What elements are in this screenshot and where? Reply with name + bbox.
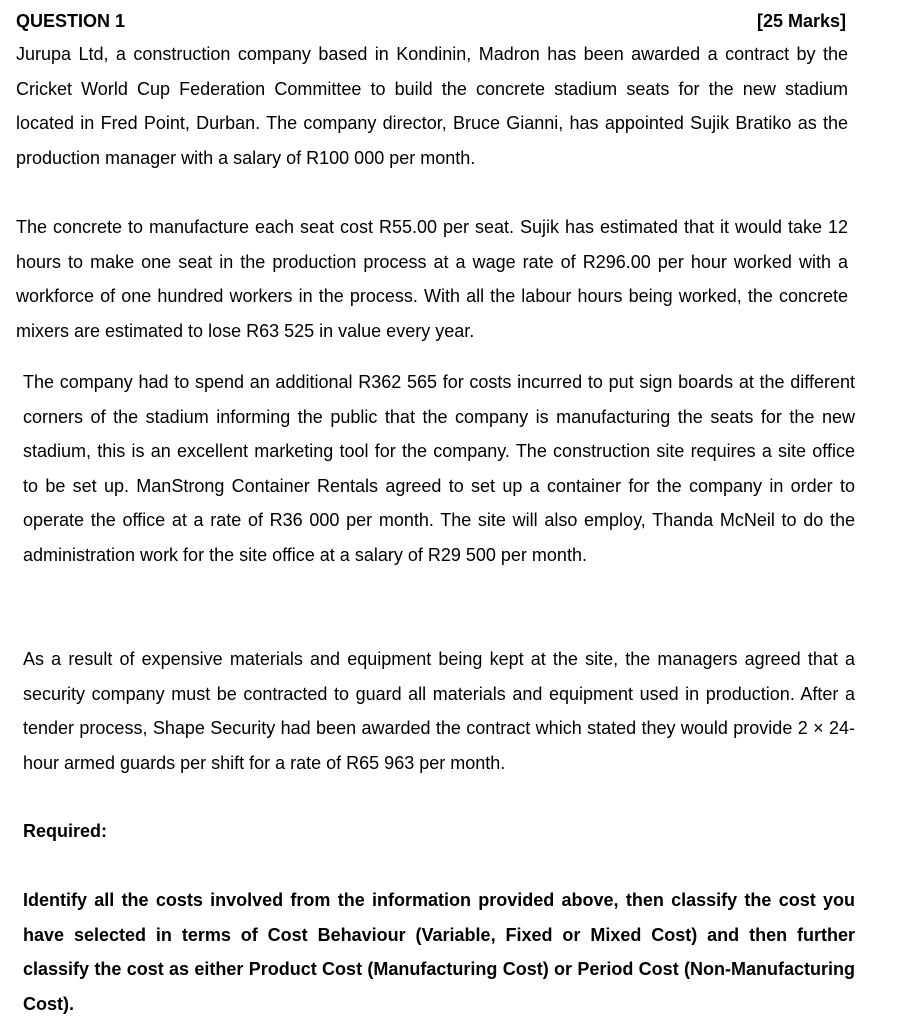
question-marks: [25 Marks]	[756, 10, 846, 31]
paragraph-site-costs: The company had to spend an additional R362 565 for costs incurred to put sign boards at the different corners of the stadium informing the public that the company is manufacturing the seats for the new stadium, this is an excellent marketing tool for the company. The construction site requires a site office to be set up. ManStrong Container Rentals agreed to set up a container for the company in order to operate the office at a rate of R36 000 per month. The site will also employ, Thanda McNeil to do the administration work for the site office at a salary of R29 500 per month.	[23, 372, 855, 565]
required-instruction: Identify all the costs involved from the information provided above, then classify the cost you have selected in terms of Cost Behaviour (Variable, Fixed or Mixed Cost) and then further classify the cost as either Product Cost (Manufacturing Cost) or Period Cost (Non-Manufacturing Cost).	[23, 890, 855, 1014]
paragraph-production-costs: The concrete to manufacture each seat cost R55.00 per seat. Sujik has estimated that it would take 12 hours to make one seat in the production process at a wage rate of R296.00 per hour worked with a workforce of one hundred workers in the process. With all the labour hours being worked, the concrete mixers are estimated to lose R63 525 in value every year.	[16, 217, 848, 341]
question-header	[16, 8, 846, 34]
required-label: Required:	[23, 821, 108, 841]
paragraph-company-background: Jurupa Ltd, a construction company based in Kondinin, Madron has been awarded a contract by the Cricket World Cup Federation Committee to build the concrete stadium seats for the new stadium located in Fred Point, Durban. The company director, Bruce Gianni, has appointed Sujik Bratiko as the production manager with a salary of R100 000 per month.	[16, 44, 848, 168]
paragraph-security-costs: As a result of expensive materials and equipment being kept at the site, the managers agreed that a security company must be contracted to guard all materials and equipment used in production. After a tender process, Shape Security had been awarded the contract which stated they would provide 2 × 24-hour armed guards per shift for a rate of R65 963 per month.	[23, 649, 855, 773]
question-title: QUESTION 1	[16, 10, 126, 31]
